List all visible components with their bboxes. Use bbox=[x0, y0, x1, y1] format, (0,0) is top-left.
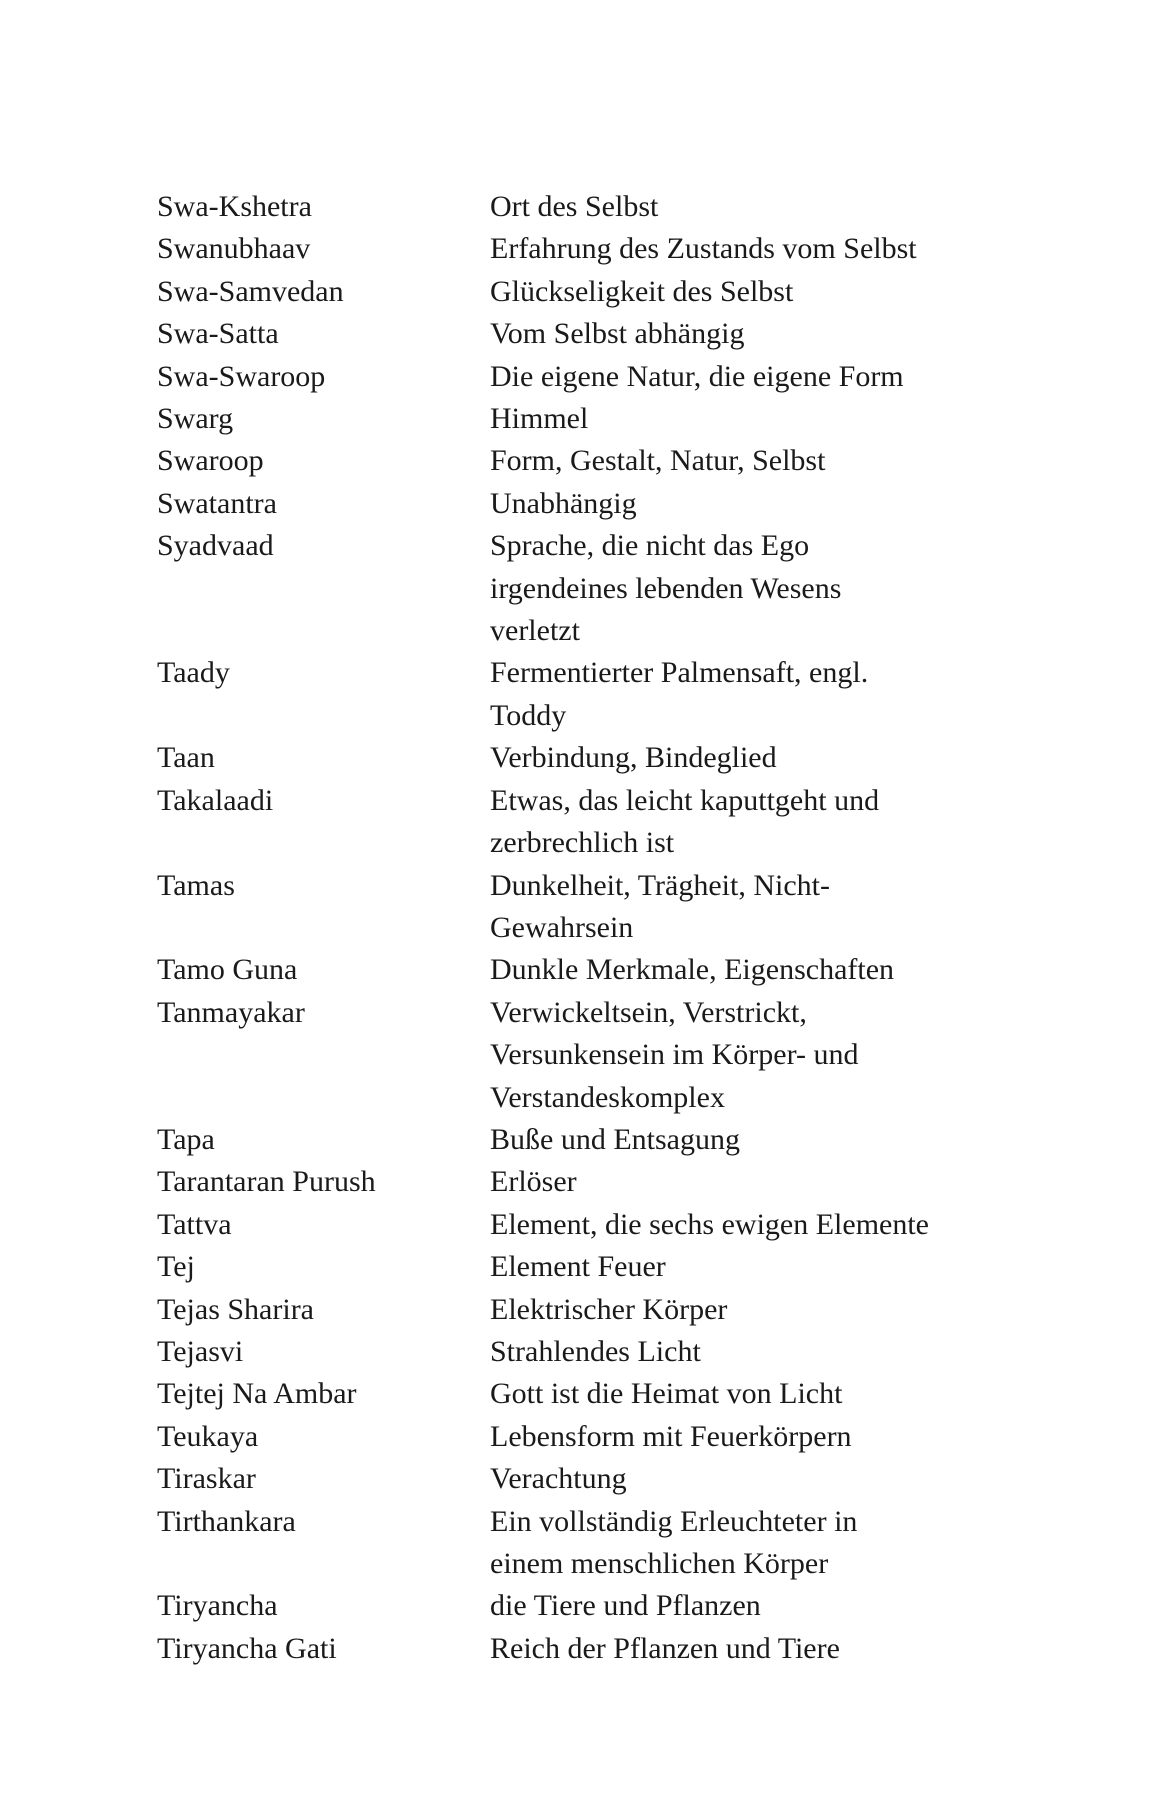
glossary-entry bbox=[157, 1373, 1057, 1415]
definition-line: Unabhängig bbox=[490, 486, 637, 520]
definition-line: Verachtung bbox=[490, 1462, 627, 1496]
glossary-term: Swa-Swaroop bbox=[157, 359, 326, 393]
glossary-definition bbox=[490, 1119, 1057, 1161]
glossary-entry bbox=[157, 1204, 1057, 1246]
glossary-definition bbox=[490, 1416, 1057, 1458]
definition-line: Toddy bbox=[490, 698, 567, 732]
glossary-definition bbox=[490, 1331, 1057, 1373]
glossary-entry bbox=[157, 949, 1057, 991]
definition-line: Erfahrung des Zustands vom Selbst bbox=[490, 232, 917, 266]
definition-line: Lebensform mit Feuerkörpern bbox=[490, 1419, 852, 1453]
definition-line: Gott ist die Heimat von Licht bbox=[490, 1377, 843, 1411]
glossary-term: Tarantaran Purush bbox=[157, 1165, 376, 1199]
glossary-term: Tapa bbox=[157, 1122, 215, 1156]
glossary-term: Tiryancha bbox=[157, 1589, 278, 1623]
glossary-list bbox=[157, 186, 1057, 1670]
definition-line: Die eigene Natur, die eigene Form bbox=[490, 359, 904, 393]
definition-line: Vom Selbst abhängig bbox=[490, 317, 745, 351]
glossary-entry bbox=[157, 780, 1057, 865]
glossary-entry bbox=[157, 737, 1057, 779]
glossary-term: Tanmayakar bbox=[157, 995, 305, 1029]
glossary-definition bbox=[490, 1373, 1057, 1415]
glossary-definition bbox=[490, 483, 1057, 525]
definition-line: die Tiere und Pflanzen bbox=[490, 1589, 761, 1623]
glossary-entry bbox=[157, 1161, 1057, 1203]
glossary-term: Tamas bbox=[157, 868, 235, 902]
glossary-term: Swatantra bbox=[157, 486, 277, 520]
definition-line: Form, Gestalt, Natur, Selbst bbox=[490, 444, 826, 478]
glossary-definition bbox=[490, 780, 1057, 865]
glossary-definition bbox=[490, 313, 1057, 355]
glossary-entry bbox=[157, 228, 1057, 270]
glossary-entry bbox=[157, 186, 1057, 228]
glossary-entry bbox=[157, 313, 1057, 355]
definition-line: zerbrechlich ist bbox=[490, 826, 675, 860]
glossary-term: Syadvaad bbox=[157, 529, 274, 563]
glossary-term: Tattva bbox=[157, 1207, 232, 1241]
glossary-definition bbox=[490, 1585, 1057, 1627]
glossary-entry bbox=[157, 525, 1057, 652]
definition-line: Buße und Entsagung bbox=[490, 1122, 740, 1156]
definition-line: Sprache, die nicht das Ego bbox=[490, 529, 810, 563]
definition-line: Element Feuer bbox=[490, 1250, 666, 1284]
definition-line: Erlöser bbox=[490, 1165, 577, 1199]
definition-line: Verstandeskomplex bbox=[490, 1080, 725, 1114]
glossary-entry bbox=[157, 1246, 1057, 1288]
glossary-term: Tiryancha Gati bbox=[157, 1631, 337, 1665]
definition-line: Verwickeltsein, Verstrickt, bbox=[490, 995, 807, 1029]
glossary-entry bbox=[157, 440, 1057, 482]
definition-line: Reich der Pflanzen und Tiere bbox=[490, 1631, 840, 1665]
glossary-term: Tejasvi bbox=[157, 1334, 244, 1368]
definition-line: Gewahrsein bbox=[490, 910, 634, 944]
definition-line: Ort des Selbst bbox=[490, 190, 659, 223]
glossary-definition bbox=[490, 1204, 1057, 1246]
glossary-definition bbox=[490, 525, 1057, 652]
definition-line: Strahlendes Licht bbox=[490, 1334, 701, 1368]
glossary-entry bbox=[157, 1458, 1057, 1500]
glossary-term: Takalaadi bbox=[157, 783, 274, 817]
glossary-term: Swanubhaav bbox=[157, 232, 311, 266]
glossary-definition bbox=[490, 398, 1057, 440]
glossary-definition bbox=[490, 1246, 1057, 1288]
glossary-term: Teukaya bbox=[157, 1419, 259, 1453]
glossary-entry bbox=[157, 398, 1057, 440]
definition-line: Element, die sechs ewigen Elemente bbox=[490, 1207, 929, 1241]
definition-line: Dunkle Merkmale, Eigenschaften bbox=[490, 953, 895, 987]
glossary-definition bbox=[490, 356, 1057, 398]
glossary-term: Swa-Kshetra bbox=[157, 190, 312, 223]
glossary-definition bbox=[490, 186, 1057, 228]
glossary-definition bbox=[490, 1289, 1057, 1331]
definition-line: Elektrischer Körper bbox=[490, 1292, 728, 1326]
definition-line: Dunkelheit, Trägheit, Nicht- bbox=[490, 868, 830, 902]
glossary-entry bbox=[157, 652, 1057, 737]
glossary-term: Swarg bbox=[157, 402, 234, 436]
glossary-definition bbox=[490, 992, 1057, 1119]
glossary-definition bbox=[490, 440, 1057, 482]
glossary-term: Taady bbox=[157, 656, 230, 690]
glossary-term: Swaroop bbox=[157, 444, 264, 478]
glossary-term: Taan bbox=[157, 741, 215, 775]
definition-line: Himmel bbox=[490, 402, 589, 436]
glossary-definition bbox=[490, 271, 1057, 313]
glossary-definition bbox=[490, 1628, 1057, 1670]
glossary-term: Tamo Guna bbox=[157, 953, 298, 987]
glossary-term: Tej bbox=[157, 1250, 195, 1284]
definition-line: Glückseligkeit des Selbst bbox=[490, 274, 794, 308]
definition-line: Fermentierter Palmensaft, engl. bbox=[490, 656, 869, 690]
glossary-entry bbox=[157, 356, 1057, 398]
glossary-entry bbox=[157, 271, 1057, 313]
definition-line: Ein vollständig Erleuchteter in bbox=[490, 1504, 858, 1538]
definition-line: verletzt bbox=[490, 614, 580, 648]
definition-line: Versunkensein im Körper- und bbox=[490, 1038, 859, 1072]
glossary-definition bbox=[490, 865, 1057, 950]
glossary-term: Tirthankara bbox=[157, 1504, 296, 1538]
glossary-definition bbox=[490, 652, 1057, 737]
definition-line: einem menschlichen Körper bbox=[490, 1547, 829, 1580]
definition-line: irgendeines lebenden Wesens bbox=[490, 571, 842, 605]
definition-line: Etwas, das leicht kaputtgeht und bbox=[490, 783, 880, 817]
glossary-entry bbox=[157, 1289, 1057, 1331]
glossary-term: Swa-Satta bbox=[157, 317, 279, 351]
glossary-term: Swa-Samvedan bbox=[157, 274, 344, 308]
glossary-definition bbox=[490, 1501, 1057, 1586]
glossary-entry bbox=[157, 1501, 1057, 1586]
glossary-entry bbox=[157, 1119, 1057, 1161]
glossary-term: Tiraskar bbox=[157, 1462, 256, 1496]
glossary-entry bbox=[157, 1416, 1057, 1458]
glossary-term: Tejtej Na Ambar bbox=[157, 1377, 357, 1411]
glossary-definition bbox=[490, 949, 1057, 991]
glossary-entry bbox=[157, 865, 1057, 950]
glossary-definition bbox=[490, 1458, 1057, 1500]
glossary-entry bbox=[157, 1585, 1057, 1627]
glossary-term: Tejas Sharira bbox=[157, 1292, 315, 1326]
glossary-definition bbox=[490, 737, 1057, 779]
definition-line: Verbindung, Bindeglied bbox=[490, 741, 777, 775]
glossary-definition bbox=[490, 1161, 1057, 1203]
glossary-definition bbox=[490, 228, 1057, 270]
glossary-entry bbox=[157, 1331, 1057, 1373]
glossary-entry bbox=[157, 992, 1057, 1119]
glossary-entry bbox=[157, 483, 1057, 525]
glossary-entry bbox=[157, 1628, 1057, 1670]
